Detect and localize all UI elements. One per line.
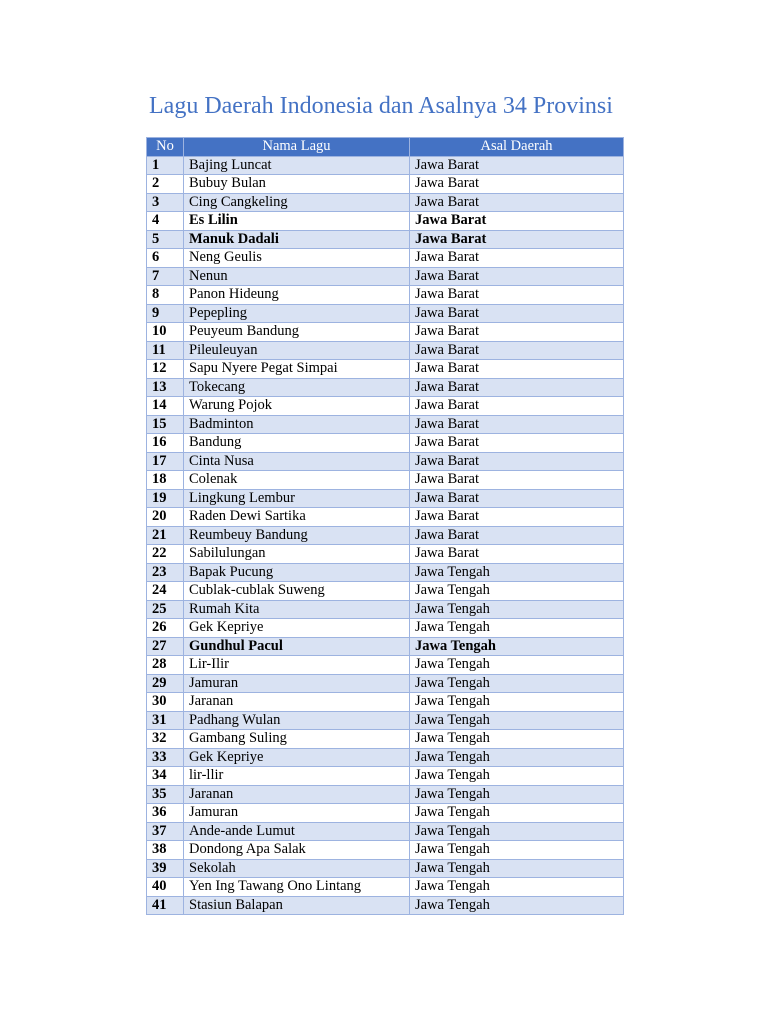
song-name: Nenun: [184, 267, 410, 286]
origin-region: Jawa Tengah: [410, 711, 624, 730]
table-row: [147, 822, 624, 841]
table-row: [147, 489, 624, 508]
origin-region: Jawa Barat: [410, 341, 624, 360]
origin-region: Jawa Tengah: [410, 563, 624, 582]
song-name: Dondong Apa Salak: [184, 841, 410, 860]
row-number: 11: [147, 341, 184, 360]
row-number: 15: [147, 415, 184, 434]
song-name: Padhang Wulan: [184, 711, 410, 730]
table-row: [147, 526, 624, 545]
row-number: 2: [147, 175, 184, 194]
origin-region: Jawa Tengah: [410, 674, 624, 693]
origin-region: Jawa Tengah: [410, 804, 624, 823]
table-row: [147, 452, 624, 471]
table-row: [147, 748, 624, 767]
row-number: 34: [147, 767, 184, 786]
song-name: Es Lilin: [184, 212, 410, 231]
origin-region: Jawa Barat: [410, 230, 624, 249]
row-number: 16: [147, 434, 184, 453]
row-number: 1: [147, 156, 184, 175]
song-name: Tokecang: [184, 378, 410, 397]
table-row: [147, 693, 624, 712]
origin-region: Jawa Barat: [410, 156, 624, 175]
origin-region: Jawa Tengah: [410, 822, 624, 841]
table-row: [147, 711, 624, 730]
origin-region: Jawa Barat: [410, 286, 624, 305]
origin-region: Jawa Barat: [410, 489, 624, 508]
origin-region: Jawa Barat: [410, 545, 624, 564]
origin-region: Jawa Tengah: [410, 637, 624, 656]
row-number: 4: [147, 212, 184, 231]
table-row: [147, 730, 624, 749]
table-row: [147, 175, 624, 194]
origin-region: Jawa Tengah: [410, 878, 624, 897]
table-row: [147, 212, 624, 231]
song-name: Jaranan: [184, 785, 410, 804]
origin-region: Jawa Barat: [410, 471, 624, 490]
song-name: Bapak Pucung: [184, 563, 410, 582]
row-number: 41: [147, 896, 184, 915]
row-number: 20: [147, 508, 184, 527]
header-origin: Asal Daerah: [410, 138, 624, 157]
row-number: 8: [147, 286, 184, 305]
song-name: Peuyeum Bandung: [184, 323, 410, 342]
origin-region: Jawa Tengah: [410, 656, 624, 675]
row-number: 12: [147, 360, 184, 379]
table-row: [147, 619, 624, 638]
row-number: 39: [147, 859, 184, 878]
row-number: 10: [147, 323, 184, 342]
table-row: [147, 563, 624, 582]
table-row: [147, 286, 624, 305]
origin-region: Jawa Tengah: [410, 582, 624, 601]
song-name: Gundhul Pacul: [184, 637, 410, 656]
song-name: lir-llir: [184, 767, 410, 786]
table-row: [147, 323, 624, 342]
song-name: Sekolah: [184, 859, 410, 878]
song-name: Warung Pojok: [184, 397, 410, 416]
song-name: Jaranan: [184, 693, 410, 712]
row-number: 36: [147, 804, 184, 823]
row-number: 25: [147, 600, 184, 619]
row-number: 14: [147, 397, 184, 416]
song-name: Stasiun Balapan: [184, 896, 410, 915]
table-row: [147, 249, 624, 268]
row-number: 6: [147, 249, 184, 268]
table-body: [147, 156, 624, 915]
header-row: [147, 138, 624, 157]
origin-region: Jawa Barat: [410, 452, 624, 471]
origin-region: Jawa Tengah: [410, 730, 624, 749]
song-name: Gambang Suling: [184, 730, 410, 749]
table-row: [147, 637, 624, 656]
row-number: 40: [147, 878, 184, 897]
origin-region: Jawa Tengah: [410, 841, 624, 860]
origin-region: Jawa Tengah: [410, 767, 624, 786]
song-name: Cublak-cublak Suweng: [184, 582, 410, 601]
table-row: [147, 360, 624, 379]
row-number: 17: [147, 452, 184, 471]
row-number: 13: [147, 378, 184, 397]
table-row: [147, 785, 624, 804]
table-row: [147, 434, 624, 453]
table-row: [147, 878, 624, 897]
origin-region: Jawa Barat: [410, 175, 624, 194]
table-row: [147, 545, 624, 564]
row-number: 26: [147, 619, 184, 638]
song-name: Panon Hideung: [184, 286, 410, 305]
table-row: [147, 341, 624, 360]
row-number: 32: [147, 730, 184, 749]
table-row: [147, 304, 624, 323]
header-no: No: [147, 138, 184, 157]
table-row: [147, 508, 624, 527]
document-title: Lagu Daerah Indonesia dan Asalnya 34 Provinsi: [149, 93, 613, 119]
song-name: Bajing Luncat: [184, 156, 410, 175]
table-row: [147, 656, 624, 675]
song-name: Gek Kepriye: [184, 619, 410, 638]
row-number: 30: [147, 693, 184, 712]
origin-region: Jawa Tengah: [410, 693, 624, 712]
origin-region: Jawa Barat: [410, 249, 624, 268]
songs-table: [146, 137, 624, 915]
table-row: [147, 804, 624, 823]
origin-region: Jawa Barat: [410, 508, 624, 527]
origin-region: Jawa Barat: [410, 415, 624, 434]
origin-region: Jawa Barat: [410, 526, 624, 545]
table-row: [147, 397, 624, 416]
row-number: 28: [147, 656, 184, 675]
table-row: [147, 267, 624, 286]
song-name: Pileuleuyan: [184, 341, 410, 360]
origin-region: Jawa Tengah: [410, 896, 624, 915]
origin-region: Jawa Tengah: [410, 619, 624, 638]
row-number: 38: [147, 841, 184, 860]
song-name: Bubuy Bulan: [184, 175, 410, 194]
song-name: Manuk Dadali: [184, 230, 410, 249]
row-number: 9: [147, 304, 184, 323]
origin-region: Jawa Tengah: [410, 748, 624, 767]
table-row: [147, 896, 624, 915]
row-number: 22: [147, 545, 184, 564]
row-number: 35: [147, 785, 184, 804]
table-row: [147, 582, 624, 601]
song-name: Rumah Kita: [184, 600, 410, 619]
table-row: [147, 841, 624, 860]
row-number: 5: [147, 230, 184, 249]
origin-region: Jawa Tengah: [410, 785, 624, 804]
origin-region: Jawa Tengah: [410, 600, 624, 619]
song-name: Neng Geulis: [184, 249, 410, 268]
song-name: Jamuran: [184, 804, 410, 823]
table-row: [147, 193, 624, 212]
origin-region: Jawa Barat: [410, 267, 624, 286]
song-name: Sabilulungan: [184, 545, 410, 564]
song-name: Pepepling: [184, 304, 410, 323]
row-number: 3: [147, 193, 184, 212]
row-number: 24: [147, 582, 184, 601]
table-row: [147, 674, 624, 693]
table-header: [147, 138, 624, 157]
row-number: 7: [147, 267, 184, 286]
row-number: 23: [147, 563, 184, 582]
origin-region: Jawa Barat: [410, 360, 624, 379]
song-name: Bandung: [184, 434, 410, 453]
table-row: [147, 767, 624, 786]
song-name: Badminton: [184, 415, 410, 434]
song-name: Ande-ande Lumut: [184, 822, 410, 841]
table-row: [147, 859, 624, 878]
origin-region: Jawa Barat: [410, 397, 624, 416]
song-name: Colenak: [184, 471, 410, 490]
origin-region: Jawa Barat: [410, 434, 624, 453]
song-name: Cinta Nusa: [184, 452, 410, 471]
table-row: [147, 230, 624, 249]
row-number: 19: [147, 489, 184, 508]
song-name: Jamuran: [184, 674, 410, 693]
header-song-name: Nama Lagu: [184, 138, 410, 157]
row-number: 29: [147, 674, 184, 693]
row-number: 27: [147, 637, 184, 656]
song-name: Gek Kepriye: [184, 748, 410, 767]
origin-region: Jawa Barat: [410, 323, 624, 342]
song-name: Cing Cangkeling: [184, 193, 410, 212]
table-row: [147, 415, 624, 434]
origin-region: Jawa Barat: [410, 212, 624, 231]
origin-region: Jawa Barat: [410, 378, 624, 397]
origin-region: Jawa Tengah: [410, 859, 624, 878]
song-name: Lir-Ilir: [184, 656, 410, 675]
origin-region: Jawa Barat: [410, 304, 624, 323]
row-number: 18: [147, 471, 184, 490]
row-number: 33: [147, 748, 184, 767]
song-name: Lingkung Lembur: [184, 489, 410, 508]
song-name: Sapu Nyere Pegat Simpai: [184, 360, 410, 379]
row-number: 31: [147, 711, 184, 730]
table-row: [147, 471, 624, 490]
song-name: Reumbeuy Bandung: [184, 526, 410, 545]
row-number: 37: [147, 822, 184, 841]
song-name: Raden Dewi Sartika: [184, 508, 410, 527]
table-row: [147, 156, 624, 175]
row-number: 21: [147, 526, 184, 545]
table-row: [147, 378, 624, 397]
table-row: [147, 600, 624, 619]
song-name: Yen Ing Tawang Ono Lintang: [184, 878, 410, 897]
origin-region: Jawa Barat: [410, 193, 624, 212]
